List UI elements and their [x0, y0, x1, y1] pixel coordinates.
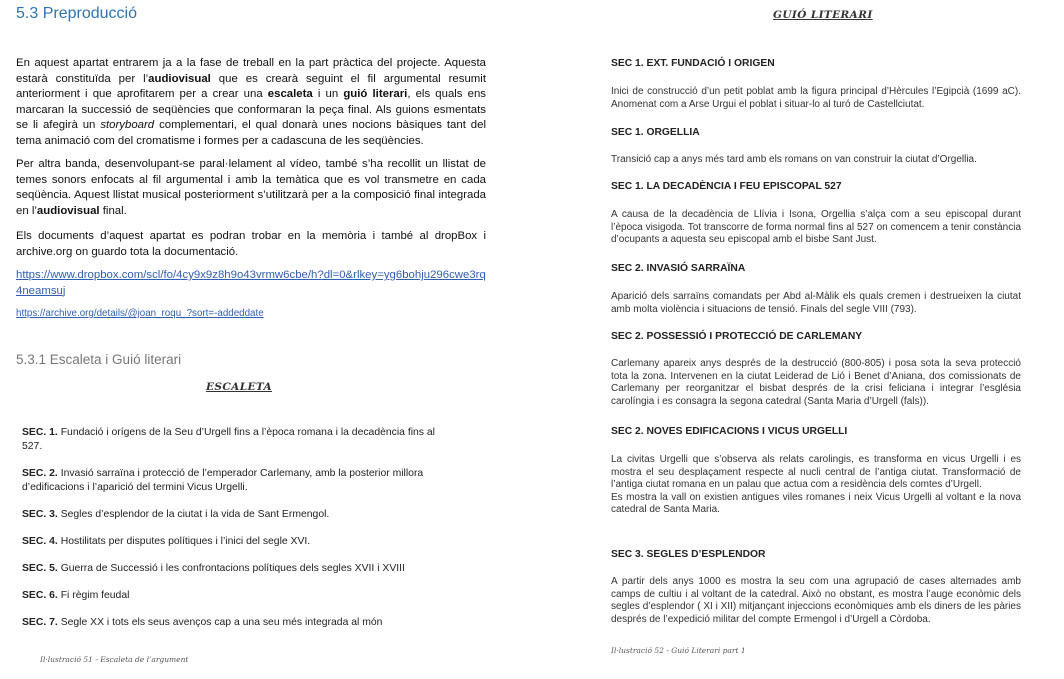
escaleta-item — [22, 616, 454, 630]
guio-section-heading: SEC 1. ORGELLIA — [611, 127, 700, 138]
escaleta-item-label: SEC. 5. — [22, 563, 58, 574]
escaleta-item-label: SEC. 1. — [22, 427, 58, 438]
left-page — [16, 0, 490, 679]
guio-section-text: A partir dels anys 1000 es mostra la seu com una agrupació de cases alternades amb camps de cultiu i al voltant de la catedral. Això no obstant, es mostra l’auge econòmic dels segles d’esplendor ( XI i XII) mitjançant injeccions econòmiques amb els diners de les pàries després de l’expedició militar del compte Ermengol i d’Urgell a Còrdoba. — [611, 576, 1021, 625]
section-title: 5.3 Preproducció — [16, 5, 137, 22]
figure-caption-51: Il·lustració 51 - Escaleta de l’argument — [40, 655, 189, 664]
guio-section-text: Transició cap a anys més tard amb els romans on van construir la ciutat d’Orgellia. — [611, 154, 977, 165]
escaleta-item-text: Invasió sarraïna i protecció de l’emperador Carlemany, amb la posterior millora d’edificacions i l’aparició del termini Vicus Urgelli. — [22, 468, 424, 493]
escaleta-item — [22, 467, 454, 494]
escaleta-item-label: SEC. 7. — [22, 617, 58, 628]
text-run: final. — [99, 204, 127, 217]
escaleta-item — [22, 426, 454, 453]
intro-paragraph — [16, 56, 486, 149]
right-page — [611, 0, 1023, 679]
text-run: escaleta — [267, 88, 313, 100]
escaleta-item-label: SEC. 6. — [22, 590, 58, 601]
escaleta-item-text: Fundació i orígens de la Seu d’Urgell fins a l’època romana i la decadència fins al 527. — [22, 427, 435, 452]
text-run: audiovisual — [148, 72, 211, 85]
text-run: , els quals ens marcaran la successió de seqüències que conformaran la peça final. Als guions esmentats se li afegirà un — [16, 88, 486, 131]
dropbox-link[interactable]: https://www.dropbox.com/scl/fo/4cy9x9z8h9o43vrmw6cbe/h?dl=0&rlkey=yg6bohju296cwe3rq4neamsuj — [16, 269, 486, 297]
escaleta-item-text: Guerra de Successió i les confrontacions polítiques dels segles XVII i XVIII — [57, 563, 405, 574]
text-run: guió literari — [343, 88, 408, 100]
escaleta-item-text: Hostilitats per disputes polítiques i l’inici del segle XVI. — [57, 536, 311, 547]
text-run: storyboard — [100, 119, 155, 131]
documents-paragraph: Els documents d’aquest apartat es podran trobar en la memòria i també al dropBox i archive.org on guardo tota la documentació. — [16, 230, 486, 258]
guio-section-text: Inici de construcció d’un petit poblat amb la figura principal d’Hèrcules l’Egipcià (1699 aC). Anomenat com a Arse Urgui el poblat i situar-lo al turó de Castellciutat. — [611, 86, 1021, 110]
text-run: Per altra banda, desenvolupant-se paral·lelament al vídeo, també s’ha recollit un llistat de temes sonors enfocats al fil argumental i amb la temàtica que es vol transmetre en cada seqüència. Aquest llistat musical posteriorment s’utilitzarà per a la composició final integrada en l’ — [16, 158, 486, 217]
escaleta-item — [22, 508, 454, 522]
guio-section-text: La civitas Urgelli que s’observa als relats carolingis, es transforma en vicus Urgelli i es mostra el seu desplaçament respecte al nucli central de l’antiga ciutat. Transformació de l’antiga ciutat romana en un palau que actua com a residència dels comtes d’Urgell. Es mostra la vall on existien antigues viles romanes i neix Vicus Urgelli al voltant e la nova catedral de Santa Maria. — [611, 454, 1021, 516]
guio-section-heading: SEC 2. NOVES EDIFICACIONS I VICUS URGELLI — [611, 426, 848, 437]
escaleta-title: ESCALETA — [206, 381, 273, 393]
guio-section-heading: SEC 1. LA DECADÈNCIA I FEU EPISCOPAL 527 — [611, 181, 842, 192]
text-run: que es crearà seguint el fil argumental resumit anteriorment i que aprofitarem per a crear una — [16, 72, 486, 100]
guio-section-heading: SEC 2. INVASIÓ SARRAÏNA — [611, 263, 746, 274]
guio-section-text: Aparició dels sarraïns comandats per Abd al-Màlik els quals cremen i destrueixen la ciutat amb molta violència i situacions de tensió. Finals del segle VIII (793). — [611, 291, 1021, 315]
guio-section-text: A causa de la decadència de Llívia i Isona, Orgellia s’alça com a seu episcopal durant l’època visigoda. Tot transcorre de forma normal fins al 527 on comencem a tenir constància d’ocupants a aquesta seu episcopal amb el bisbe Sant Just. — [611, 209, 1021, 246]
guio-section-text: Carlemany apareix anys després de la destrucció (800-805) i posa sota la seva protecció tota la zona. Intervenen en la ciutat Leiderad de Lió i Benet d’Aniana, dos comissionats de Carlemany per reorganitzar el bisbat després de la crisi feliciana i integrar l’església carolíngia i es consagra la segona catedral (Santa Maria d’Urgell (fals)). — [611, 358, 1021, 407]
figure-caption-52: Il·lustració 52 - Guió Literari part 1 — [611, 646, 746, 655]
escaleta-item — [22, 562, 454, 576]
escaleta-item — [22, 535, 454, 549]
guio-literari-title: GUIÓ LITERARI — [773, 9, 873, 21]
escaleta-item-text: Segle XX i tots els seus avenços cap a una seu més integrada al món — [57, 617, 383, 628]
text-run: En aquest apartat entrarem ja a la fase de treball en la part pràctica del projecte. Aquesta estarà constituïda per l’ — [16, 57, 486, 85]
subsection-title: 5.3.1 Escaleta i Guió literari — [16, 352, 182, 367]
escaleta-item-label: SEC. 3. — [22, 509, 58, 520]
text-run: audiovisual — [36, 204, 100, 217]
escaleta-item — [22, 589, 454, 603]
escaleta-item-label: SEC. 2. — [22, 468, 58, 479]
escaleta-item-label: SEC. 4. — [22, 536, 58, 547]
guio-section-heading: SEC 1. EXT. FUNDACIÓ I ORIGEN — [611, 58, 775, 69]
text-run: complementari, el qual donarà unes nocions bàsiques tant del tema animació com del cromatisme i formes per a cadascuna de les seqüències. — [16, 119, 486, 147]
guio-section-heading: SEC 2. POSSESSIÓ I PROTECCIÓ DE CARLEMANY — [611, 331, 863, 342]
archive-link[interactable]: https://archive.org/details/@joan_roqu_?sort=-addeddate — [16, 308, 264, 319]
escaleta-item-text: Fi règim feudal — [57, 590, 130, 601]
music-paragraph — [16, 157, 486, 219]
text-run: i un — [312, 88, 344, 100]
guio-section-heading: SEC 3. SEGLES D’ESPLENDOR — [611, 549, 766, 560]
escaleta-item-text: Segles d’esplendor de la ciutat i la vida de Sant Ermengol. — [57, 509, 330, 520]
